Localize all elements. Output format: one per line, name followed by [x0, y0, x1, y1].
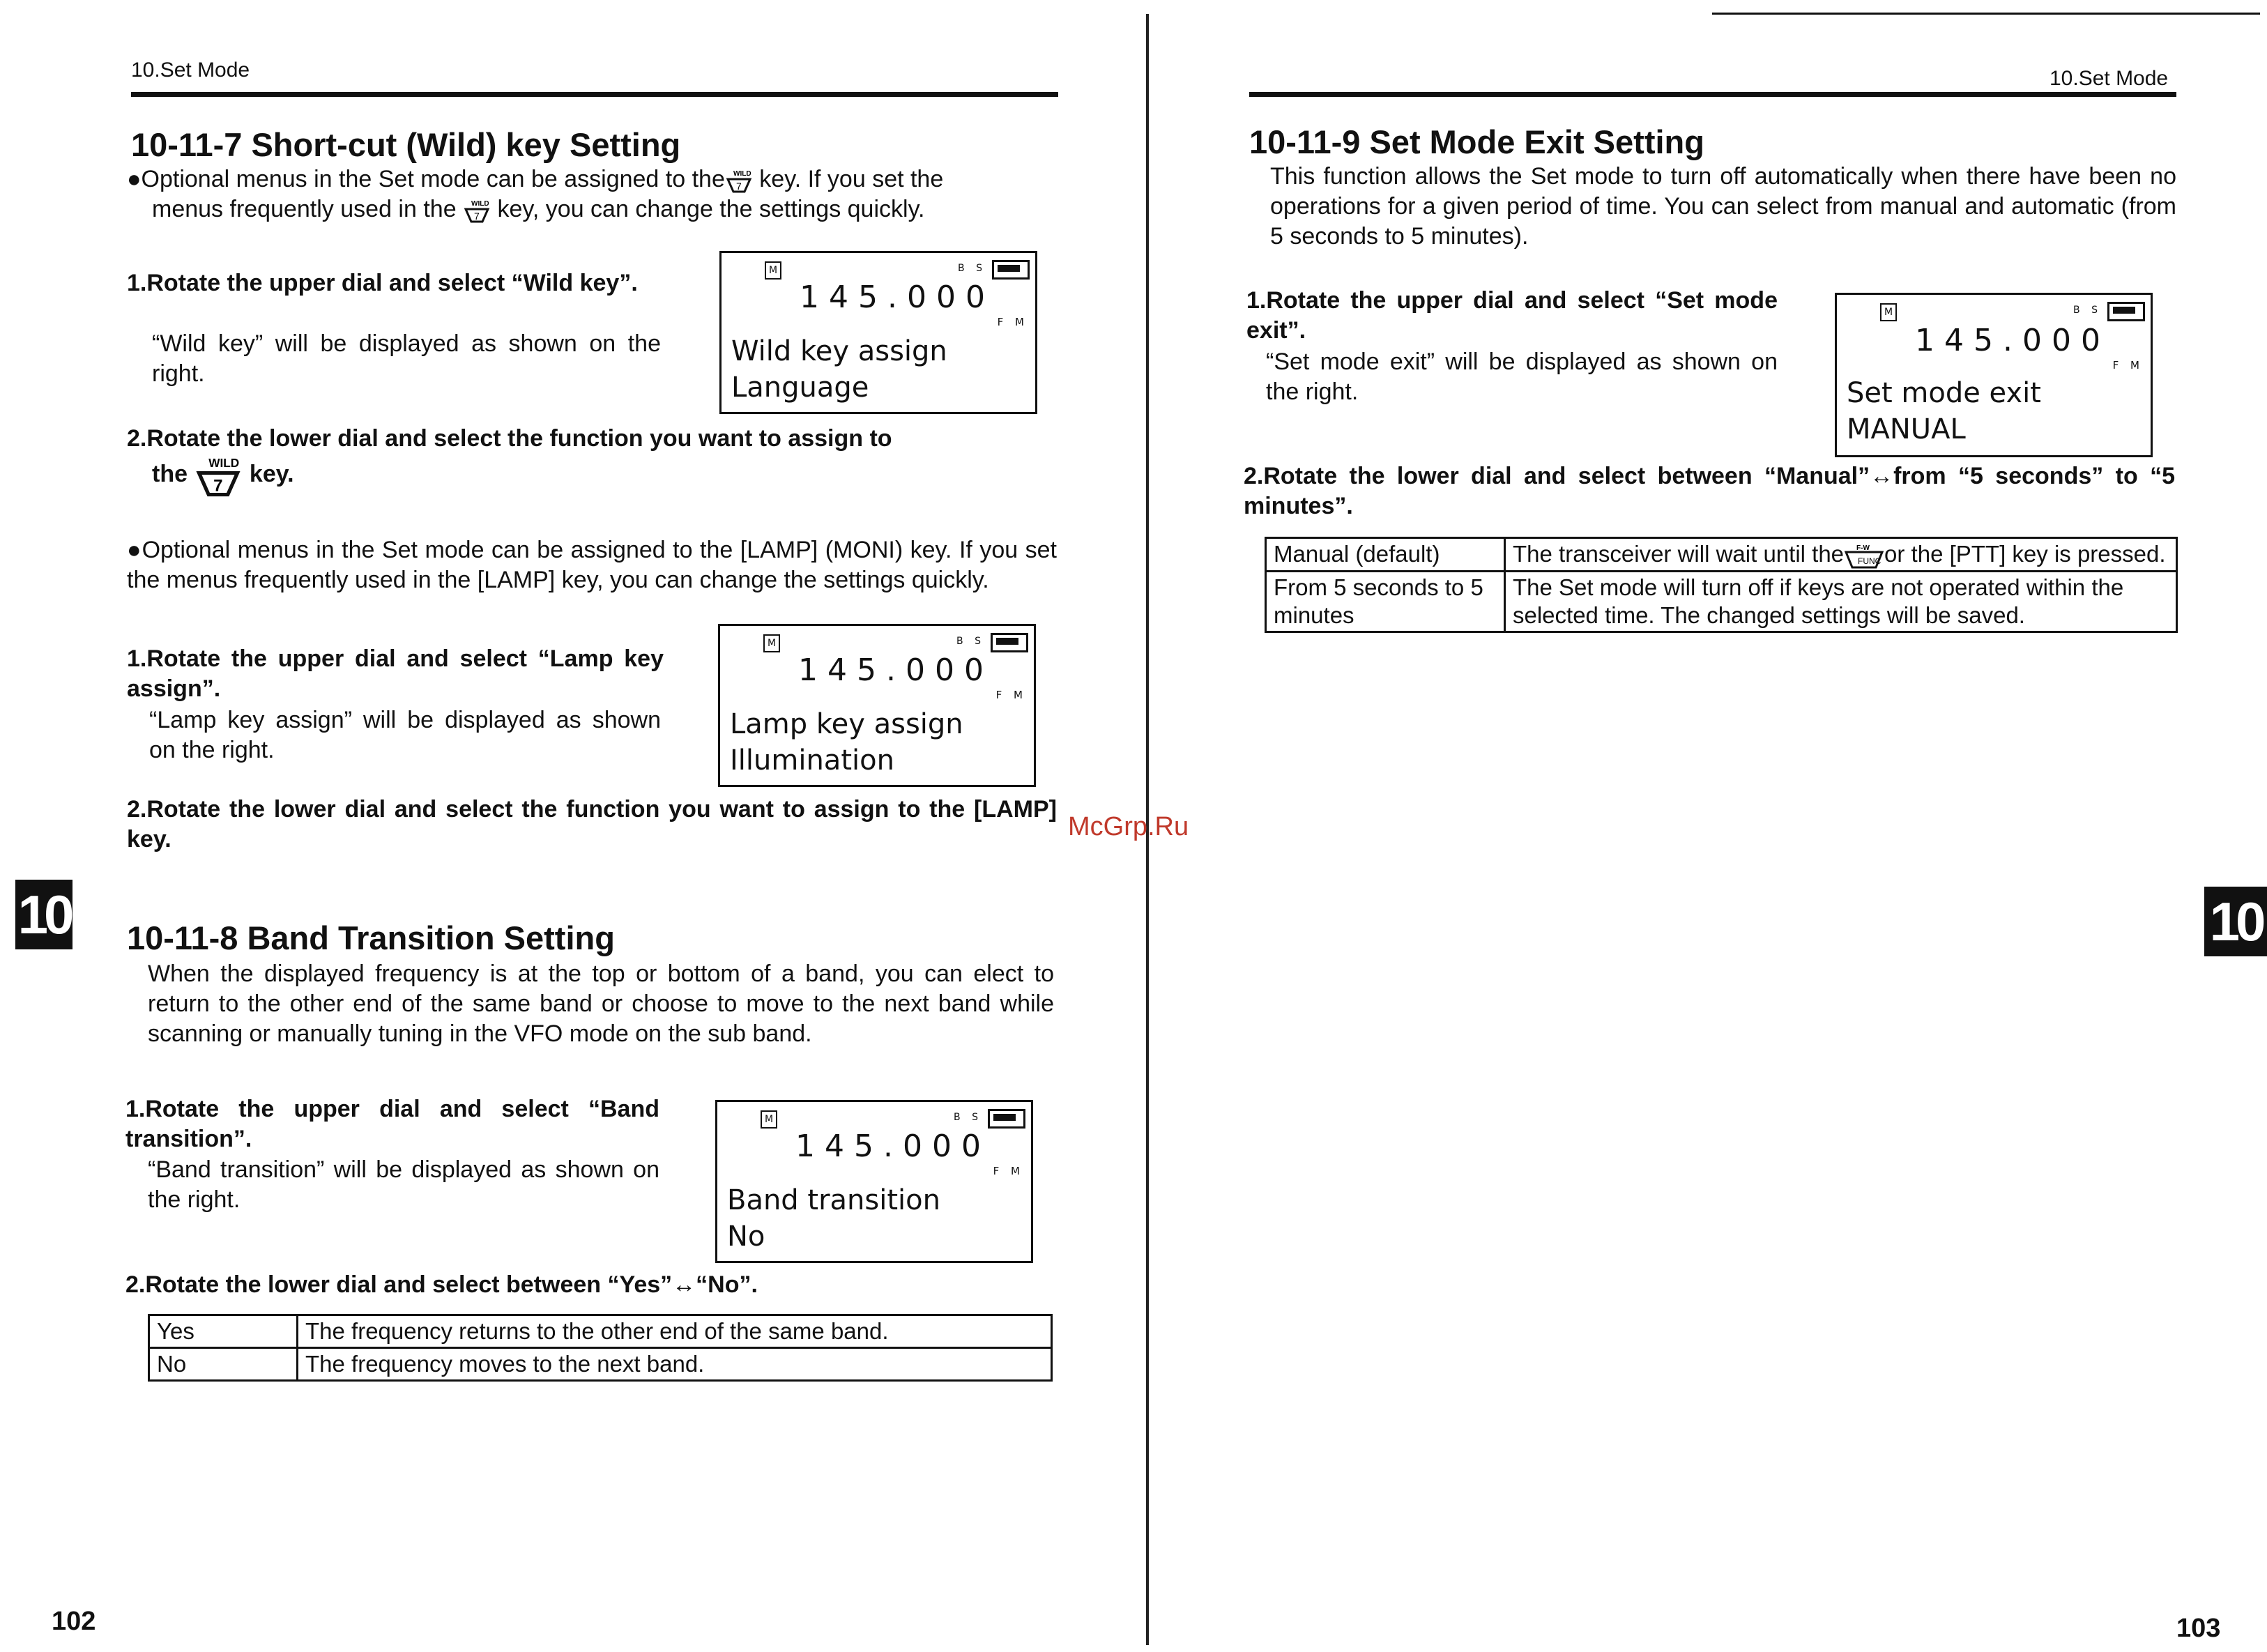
lcd-display-band-transition: [715, 1100, 1033, 1263]
set-mode-exit-table: [1265, 537, 2178, 633]
svg-text:WILD: WILD: [733, 170, 751, 178]
table-cell: Yes: [149, 1315, 298, 1348]
header-rule: [131, 92, 1058, 97]
memory-icon: M: [1880, 303, 1897, 321]
band-transition-intro: When the displayed frequency is at the top or bottom of a band, you can elect to return to the other end of the same band or choose to move to the next band while scanning or manually tuning in the VFO mode on the sub band.: [148, 961, 1054, 1047]
wild-key-step1-text: “Wild key” will be displayed as shown on the right.: [152, 330, 661, 387]
section-title-wild-key: 10-11-7 Short-cut (Wild) key Setting: [131, 126, 681, 163]
battery-icon: [988, 1109, 1025, 1129]
watermark: McGrp.Ru: [1068, 812, 1189, 841]
lcd-line2: Language: [731, 372, 869, 404]
section-title-band-transition: 10-11-8 Band Transition Setting: [127, 919, 615, 956]
lcd-line2: No: [727, 1221, 765, 1253]
wild-key-step2: 2.Rotate the lower dial and select the function you want to assign to the WILD 7 key.: [127, 424, 1057, 497]
lcd-frequency: 145.000: [800, 280, 995, 315]
svg-text:7: 7: [213, 476, 223, 496]
lamp-key-step2: 2.Rotate the lower dial and select the function you want to assign to the [LAMP] key.: [127, 796, 1057, 852]
chapter-tab: 10: [15, 880, 72, 949]
table-cell: Manual (default): [1266, 538, 1505, 572]
lcd-line2: Illumination: [730, 744, 894, 777]
lcd-frequency: 145.000: [1915, 323, 2110, 358]
bs-indicator: B S: [2073, 305, 2102, 316]
lcd-display-wild-key: [719, 251, 1037, 414]
table-cell: The frequency returns to the other end of the same band.: [298, 1315, 1052, 1348]
header-rule: [1249, 92, 2176, 97]
band-transition-step1-heading: 1.Rotate the upper dial and select “Band transition”.: [125, 1096, 659, 1152]
fm-indicator: F M: [993, 1165, 1024, 1177]
battery-icon: [992, 260, 1030, 280]
func-key-icon: [1844, 542, 1884, 569]
battery-icon: [2107, 302, 2145, 321]
table-cell: The Set mode will turn off if keys are not operated within the selected time. The changed settings will be saved.: [1505, 572, 2177, 632]
table-row: [149, 1348, 1052, 1381]
lcd-line1: Band transition: [727, 1184, 940, 1216]
svg-text:FUNC: FUNC: [1858, 556, 1881, 567]
page-number: 102: [52, 1607, 96, 1636]
memory-icon: M: [761, 1110, 777, 1129]
fm-indicator: F M: [2112, 359, 2144, 372]
set-mode-exit-intro: This function allows the Set mode to turn off automatically when there have been no operations for a given period of time. You can select from manual and automatic (from 5 seconds to 5 minutes).: [1270, 163, 2176, 250]
table-cell: From 5 seconds to 5 minutes: [1266, 572, 1505, 632]
top-rule: [1712, 13, 2260, 15]
lcd-frequency: 145.000: [798, 652, 993, 688]
band-transition-table: [148, 1314, 1053, 1382]
svg-text:F-W: F-W: [1856, 544, 1870, 553]
set-mode-exit-step2: 2.Rotate the lower dial and select between “Manual”↔from “5 seconds” to “5 minutes”.: [1244, 463, 2175, 519]
lcd-line1: Set mode exit: [1847, 377, 2041, 409]
table-cell: No: [149, 1348, 298, 1381]
svg-text:7: 7: [474, 211, 480, 222]
wild-key-icon: [194, 454, 243, 497]
running-header: 10.Set Mode: [2050, 67, 2169, 90]
table-row: [1266, 572, 2177, 632]
memory-icon: M: [765, 261, 781, 280]
chapter-tab: 10: [2204, 887, 2267, 956]
lcd-line1: Lamp key assign: [730, 708, 963, 740]
lamp-key-step1-heading: 1.Rotate the upper dial and select “Lamp key assign”.: [127, 645, 664, 702]
table-row: [149, 1315, 1052, 1348]
lcd-frequency: 145.000: [795, 1129, 991, 1164]
section-title-set-mode-exit: 10-11-9 Set Mode Exit Setting: [1249, 123, 1704, 160]
table-row: [1266, 538, 2177, 572]
wild-key-step1-heading: 1.Rotate the upper dial and select “Wild key”.: [127, 270, 638, 296]
memory-icon: M: [763, 634, 780, 652]
fm-indicator: F M: [995, 689, 1027, 701]
lcd-line1: Wild key assign: [731, 335, 947, 367]
set-mode-exit-step1-text: “Set mode exit” will be displayed as shown on the right.: [1266, 349, 1778, 405]
bs-indicator: B S: [954, 1112, 982, 1123]
lcd-display-lamp-key: [718, 624, 1036, 787]
wild-key-icon: [725, 168, 753, 193]
band-transition-step1-text: “Band transition” will be displayed as shown on the right.: [148, 1156, 659, 1213]
battery-icon: [991, 633, 1028, 652]
band-transition-step2: 2.Rotate the lower dial and select between “Yes”↔“No”.: [125, 1271, 758, 1298]
page-number: 103: [2176, 1614, 2221, 1643]
set-mode-exit-step1-heading: 1.Rotate the upper dial and select “Set mode exit”.: [1246, 287, 1778, 344]
table-cell: The frequency moves to the next band.: [298, 1348, 1052, 1381]
right-page: [1150, 0, 2267, 1652]
lamp-key-step1-text: “Lamp key assign” will be displayed as shown on the right.: [149, 707, 661, 763]
table-cell: The transceiver will wait until the F-W FUNC or the [PTT] key is pressed.: [1505, 538, 2177, 572]
wild-key-intro: ●Optional menus in the Set mode can be assigned to the WILD 7 key. If you set the menus frequently used in the WILD 7 key, you can change the settings quickly.: [127, 166, 944, 222]
svg-text:7: 7: [735, 181, 742, 192]
lcd-display-set-mode-exit: [1835, 293, 2153, 457]
wild-key-icon: [463, 198, 491, 223]
lamp-key-intro: ●Optional menus in the Set mode can be assigned to the [LAMP] (MONI) key. If you set the menus frequently used in the [LAMP] key, you can change the settings quickly.: [127, 537, 1057, 593]
svg-text:WILD: WILD: [208, 455, 240, 470]
bs-indicator: B S: [958, 263, 986, 274]
bs-indicator: B S: [956, 636, 985, 647]
fm-indicator: F M: [997, 316, 1028, 328]
svg-text:WILD: WILD: [471, 200, 489, 208]
running-header: 10.Set Mode: [131, 59, 250, 82]
lcd-line2: MANUAL: [1847, 413, 1966, 445]
